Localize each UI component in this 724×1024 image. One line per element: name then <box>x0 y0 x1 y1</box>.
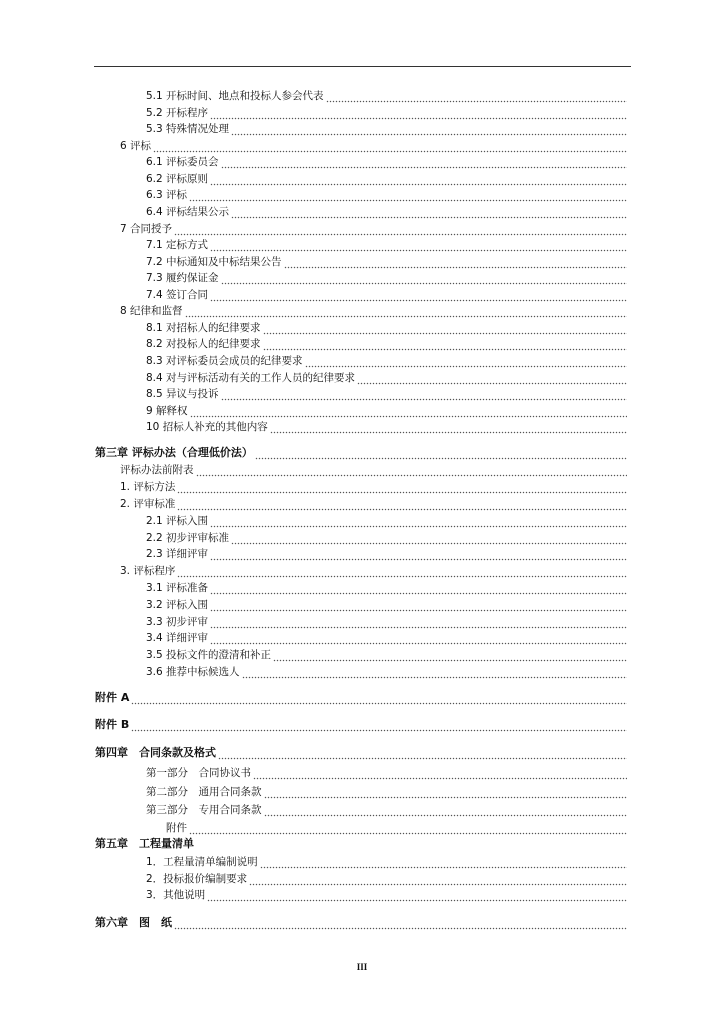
toc-entry[interactable]: 评标办法前附表 <box>120 463 627 477</box>
toc-entry[interactable]: 6 评标 <box>120 139 627 153</box>
dot-leader <box>177 497 627 511</box>
dot-leader <box>253 766 627 780</box>
dot-leader <box>210 106 627 120</box>
toc-entry[interactable]: 6.2 评标原则 <box>146 172 627 186</box>
toc-chapter-entry[interactable]: 第五章 工程量清单 <box>95 837 627 851</box>
dot-leader <box>273 648 627 662</box>
dot-leader <box>284 255 627 269</box>
toc-entry[interactable]: 8.4 对与评标活动有关的工作人员的纪律要求 <box>146 371 627 385</box>
dot-leader <box>210 172 627 186</box>
dot-leader <box>210 615 627 629</box>
toc-chapter-entry[interactable]: 第四章 合同条款及格式 <box>95 746 627 760</box>
toc-entry[interactable]: 8.3 对评标委员会成员的纪律要求 <box>146 354 627 368</box>
toc-appendix-entry[interactable]: 附件 B <box>95 718 627 732</box>
header-rule <box>94 66 631 67</box>
dot-leader <box>189 821 627 835</box>
dot-leader <box>207 888 627 902</box>
dot-leader <box>210 598 627 612</box>
toc-entry[interactable]: 2.3 详细评审 <box>146 547 627 561</box>
dot-leader <box>177 564 627 578</box>
toc-entry[interactable]: 3.6 推荐中标候选人 <box>146 665 627 679</box>
toc-entry[interactable]: 5.1 开标时间、地点和投标人参会代表 <box>146 89 627 103</box>
dot-leader <box>305 354 627 368</box>
dot-leader <box>185 304 627 318</box>
toc-entry[interactable]: 3.1 评标准备 <box>146 581 627 595</box>
dot-leader <box>131 691 627 705</box>
toc-entry[interactable]: 7.1 定标方式 <box>146 238 627 252</box>
page-number: III <box>356 962 368 972</box>
dot-leader <box>263 337 627 351</box>
toc-chapter-entry[interactable]: 第三章 评标办法（合理低价法） <box>95 446 627 460</box>
dot-leader <box>264 803 628 817</box>
dot-leader <box>131 718 627 732</box>
dot-leader <box>210 238 627 252</box>
dot-leader <box>210 514 627 528</box>
toc-entry[interactable]: 3. 评标程序 <box>120 564 627 578</box>
toc-entry[interactable]: 7.3 履约保证金 <box>146 271 627 285</box>
toc-entry[interactable]: 8.5 异议与投诉 <box>146 387 627 401</box>
dot-leader <box>210 581 627 595</box>
toc-entry[interactable]: 3.5 投标文件的澄清和补正 <box>146 648 627 662</box>
dot-leader <box>196 837 627 851</box>
dot-leader <box>221 271 627 285</box>
dot-leader <box>196 463 628 477</box>
toc-chapter-entry[interactable]: 第六章 图 纸 <box>95 916 627 930</box>
toc-entry[interactable]: 3．其他说明 <box>146 888 627 902</box>
dot-leader <box>190 404 627 418</box>
toc-entry[interactable]: 3.3 初步评审 <box>146 615 627 629</box>
dot-leader <box>218 746 627 760</box>
toc-entry[interactable]: 2. 评审标准 <box>120 497 627 511</box>
toc-entry[interactable]: 第三部分 专用合同条款 <box>146 803 627 817</box>
dot-leader <box>221 155 627 169</box>
toc-entry[interactable]: 9 解释权 <box>146 404 627 418</box>
toc-entry[interactable]: 8.2 对投标人的纪律要求 <box>146 337 627 351</box>
toc-entry[interactable]: 6.1 评标委员会 <box>146 155 627 169</box>
dot-leader <box>210 288 627 302</box>
dot-leader <box>270 420 627 434</box>
dot-leader <box>153 139 627 153</box>
toc-entry[interactable]: 7 合同授予 <box>120 222 627 236</box>
dot-leader <box>189 188 627 202</box>
toc-entry[interactable]: 2.2 初步评审标准 <box>146 531 627 545</box>
dot-leader <box>249 872 627 886</box>
toc-entry[interactable]: 10 招标人补充的其他内容 <box>146 420 627 434</box>
dot-leader <box>231 531 627 545</box>
toc-entry[interactable]: 第二部分 通用合同条款 <box>146 785 627 799</box>
toc-entry[interactable]: 6.3 评标 <box>146 188 627 202</box>
toc-entry[interactable]: 3.2 评标入围 <box>146 598 627 612</box>
dot-leader <box>210 631 627 645</box>
toc-appendix-entry[interactable]: 附件 A <box>95 691 627 705</box>
toc-entry[interactable]: 附件 <box>166 821 627 835</box>
toc-entry[interactable]: 8 纪律和监督 <box>120 304 627 318</box>
dot-leader <box>357 371 627 385</box>
dot-leader <box>231 122 627 136</box>
dot-leader <box>177 480 627 494</box>
toc-entry[interactable]: 3.4 详细评审 <box>146 631 627 645</box>
toc-entry[interactable]: 5.2 开标程序 <box>146 106 627 120</box>
toc-entry[interactable]: 第一部分 合同协议书 <box>146 766 627 780</box>
dot-leader <box>260 855 627 869</box>
dot-leader <box>231 205 627 219</box>
dot-leader <box>326 89 627 103</box>
dot-leader <box>210 547 627 561</box>
dot-leader <box>263 321 627 335</box>
dot-leader <box>174 916 627 930</box>
dot-leader <box>255 446 627 460</box>
toc-entry[interactable]: 6.4 评标结果公示 <box>146 205 627 219</box>
toc-entry[interactable]: 1．工程量清单编制说明 <box>146 855 627 869</box>
toc-entry[interactable]: 7.2 中标通知及中标结果公告 <box>146 255 627 269</box>
dot-leader <box>221 387 627 401</box>
toc-entry[interactable]: 8.1 对招标人的纪律要求 <box>146 321 627 335</box>
toc-entry[interactable]: 7.4 签订合同 <box>146 288 627 302</box>
toc-entry[interactable]: 5.3 特殊情况处理 <box>146 122 627 136</box>
dot-leader <box>174 222 627 236</box>
toc-entry[interactable]: 2．投标报价编制要求 <box>146 872 627 886</box>
toc-entry[interactable]: 1. 评标方法 <box>120 480 627 494</box>
toc-entry[interactable]: 2.1 评标入围 <box>146 514 627 528</box>
dot-leader <box>264 785 628 799</box>
dot-leader <box>242 665 627 679</box>
